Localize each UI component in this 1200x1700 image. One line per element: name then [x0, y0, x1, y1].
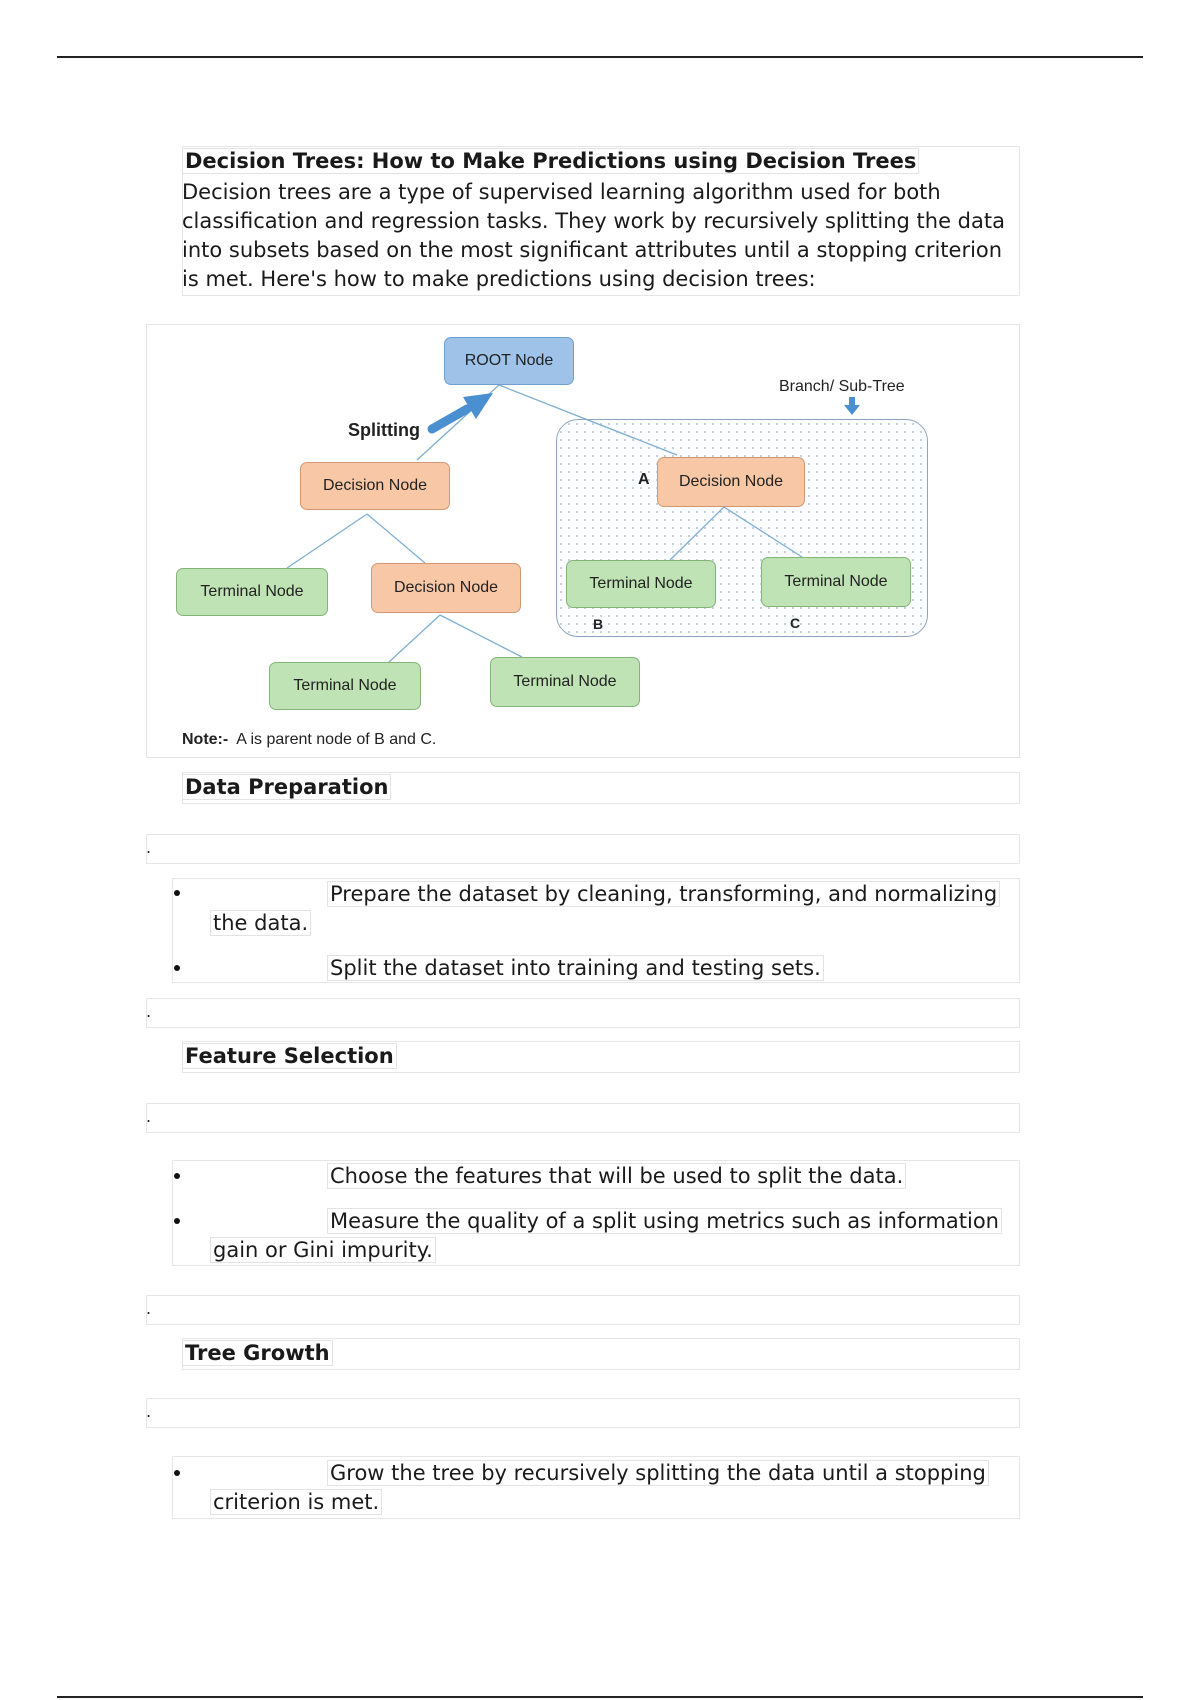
page-title: Decision Trees: How to Make Predictions using Decision Trees — [182, 149, 919, 173]
bullet-icon — [174, 965, 180, 971]
decision-node: Decision Node — [371, 563, 521, 613]
bullet-line: Measure the quality of a split using metrics such as information — [327, 1207, 1002, 1236]
intro-line: is met. Here's how to make predictions using decision trees: — [182, 267, 816, 291]
label-b: B — [593, 616, 604, 632]
terminal-node-b: Terminal Node — [566, 560, 716, 608]
bullet-line: gain or Gini impurity. — [210, 1236, 436, 1265]
separator-row — [146, 1398, 1020, 1428]
label-c: C — [790, 615, 801, 631]
separator-dot: . — [146, 1107, 152, 1126]
decision-node: Decision Node — [300, 462, 450, 510]
bullet-icon — [174, 1173, 180, 1179]
branch-arrow — [844, 397, 860, 415]
edge-decision-terminal — [440, 615, 522, 657]
bullet-icon — [174, 1218, 180, 1224]
edge-decision-terminal — [389, 615, 440, 662]
bullet-icon — [174, 890, 180, 896]
intro-line: into subsets based on the most significant attributes until a stopping criterion — [182, 238, 1003, 262]
separator-row — [146, 998, 1020, 1028]
intro-line: classification and regression tasks. They work by recursively splitting the data — [182, 209, 1005, 233]
section-heading-tree-growth: Tree Growth — [182, 1341, 333, 1365]
edge-a-c — [724, 507, 802, 557]
separator-dot: . — [146, 838, 152, 857]
root-node: ROOT Node — [444, 337, 574, 385]
edge-decision-decision — [367, 514, 425, 563]
separator-row — [146, 1295, 1020, 1325]
branch-label: Branch/ Sub-Tree — [779, 378, 905, 395]
diagram-note — [182, 731, 436, 749]
section-heading-feature-selection: Feature Selection — [182, 1044, 397, 1068]
note-text: A is parent node of B and C. — [236, 731, 437, 748]
terminal-node: Terminal Node — [176, 568, 328, 616]
decision-tree-diagram — [146, 324, 1020, 758]
footer-rule — [57, 1696, 1143, 1698]
edge-root-decision-a — [499, 385, 677, 455]
terminal-node-c: Terminal Node — [761, 557, 911, 607]
splitting-arrow — [432, 393, 493, 429]
intro-line: Decision trees are a type of supervised learning algorithm used for both — [182, 180, 941, 204]
bullet-line: Grow the tree by recursively splitting the data until a stopping — [327, 1459, 989, 1488]
separator-dot: . — [146, 1402, 152, 1421]
bullet-line: criterion is met. — [210, 1488, 382, 1517]
terminal-node: Terminal Node — [490, 657, 640, 707]
terminal-node: Terminal Node — [269, 662, 421, 710]
section-heading-data-preparation: Data Preparation — [182, 775, 391, 799]
note-label: Note:- — [182, 731, 229, 748]
edge-decision-terminal — [287, 514, 367, 568]
splitting-label: Splitting — [348, 420, 420, 440]
bullet-line: Choose the features that will be used to split the data. — [327, 1162, 906, 1191]
separator-row — [146, 1103, 1020, 1133]
bullet-line: Prepare the dataset by cleaning, transforming, and normalizing — [327, 880, 1000, 909]
decision-node-a: Decision Node — [657, 457, 805, 507]
edge-a-b — [670, 507, 724, 560]
separator-dot: . — [146, 1002, 152, 1021]
separator-dot: . — [146, 1299, 152, 1318]
bullet-line: Split the dataset into training and testing sets. — [327, 954, 824, 983]
label-a: A — [638, 471, 650, 488]
header-rule — [57, 56, 1143, 58]
separator-row — [146, 834, 1020, 864]
bullet-line: the data. — [210, 909, 311, 938]
bullet-icon — [174, 1470, 180, 1476]
